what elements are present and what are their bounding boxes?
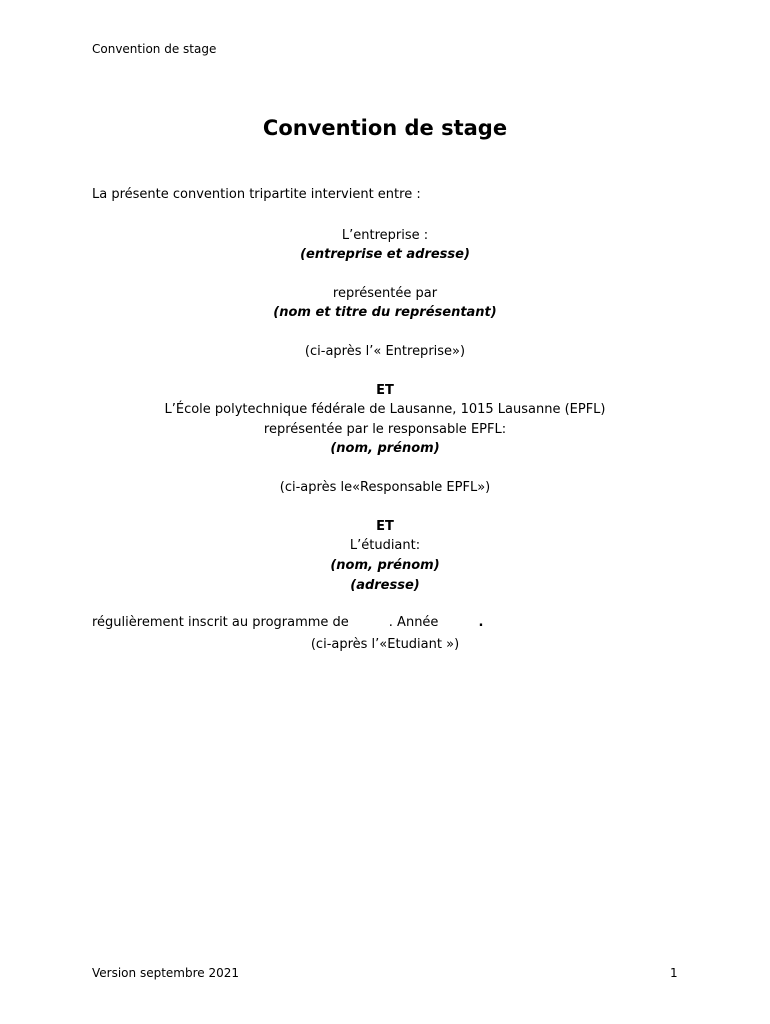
enrollment-prefix: régulièrement inscrit au programme de	[92, 615, 349, 630]
company-label: L’entreprise :	[341, 228, 429, 243]
school-represented-by: représentée par le responsable EPFL:	[263, 422, 507, 437]
company-representative-placeholder: (nom et titre du représentant)	[273, 305, 497, 320]
footer-version: Version septembre 2021	[92, 966, 239, 980]
intro-paragraph: La présente convention tripartite intervient entre :	[92, 187, 421, 202]
year-label: . Année	[388, 615, 439, 630]
page-number: 1	[670, 966, 678, 980]
page-header: Convention de stage	[92, 42, 217, 56]
student-hereafter: (ci-après l’«Etudiant »)	[310, 637, 460, 652]
student-address-placeholder: (adresse)	[350, 578, 420, 593]
student-et: ET	[376, 519, 394, 534]
company-represented-by: représentée par	[332, 286, 438, 301]
enrollment-line	[92, 615, 692, 630]
student-label: L’étudiant:	[349, 538, 421, 553]
company-hereafter: (ci-après l’« Entreprise»)	[304, 344, 466, 359]
school-hereafter: (ci-après le«Responsable EPFL»)	[279, 480, 491, 495]
student-name-placeholder: (nom, prénom)	[330, 558, 440, 573]
company-placeholder: (entreprise et adresse)	[300, 247, 470, 262]
school-et: ET	[376, 383, 394, 398]
enrollment-period: .	[478, 615, 484, 630]
document-title: Convention de stage	[262, 116, 508, 140]
school-name-placeholder: (nom, prénom)	[330, 441, 440, 456]
school-name: L’École polytechnique fédérale de Lausanne, 1015 Lausanne (EPFL)	[164, 402, 606, 417]
